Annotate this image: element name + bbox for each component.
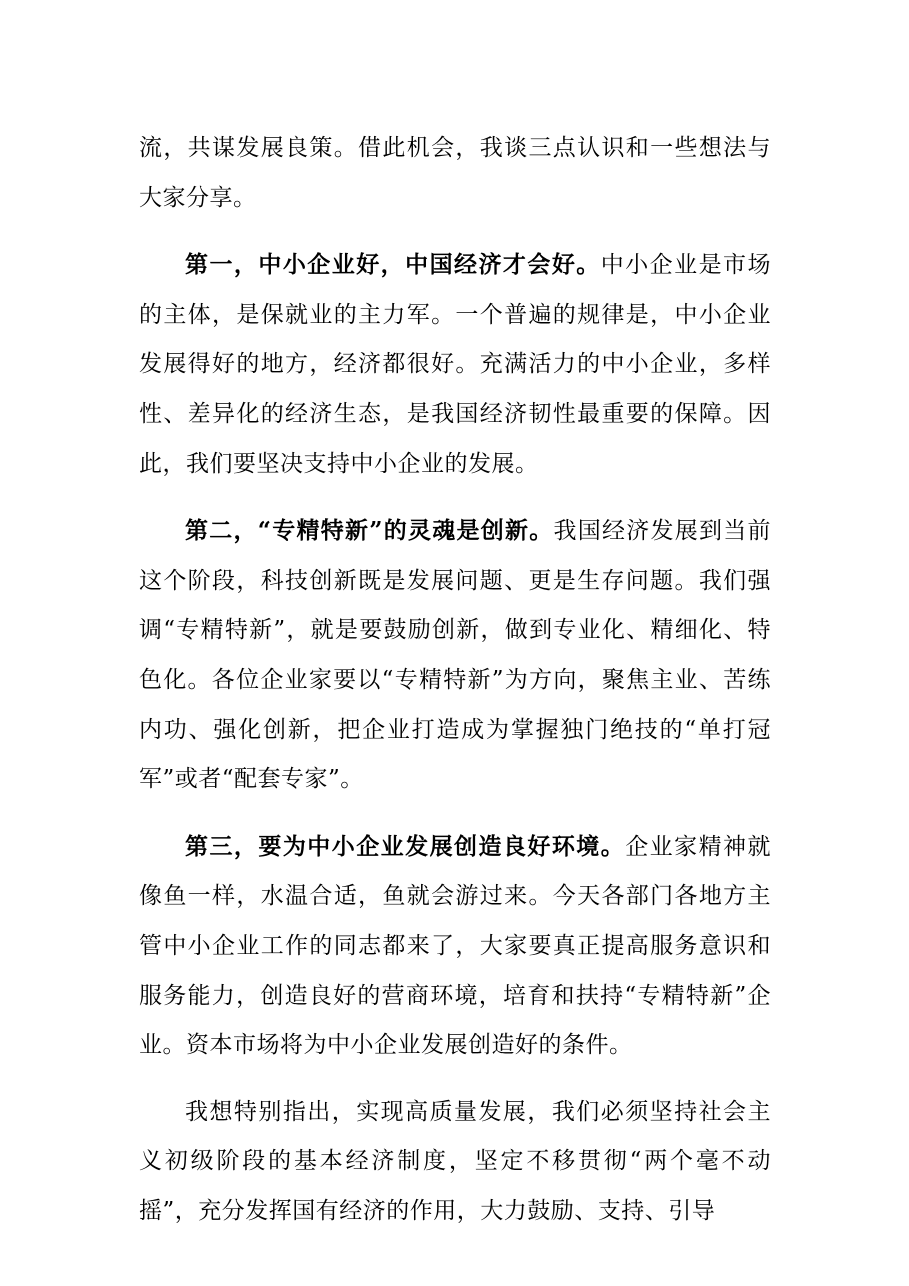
- paragraph-text: 我国经济发展到当前这个阶段，科技创新既是发展问题、更是生存问题。我们强调“专精特新”，就是要鼓励创新，做到专业化、精细化、特色化。各位企业家要以“专精特新”为方向，聚焦主业、苦练内功、强化创新，把企业打造成为掌握独门绝技的“单打冠军”或者“配套专家”。: [139, 518, 771, 793]
- paragraph-point-two: [139, 506, 771, 805]
- paragraph-text: 流，共谋发展良策。借此机会，我谈三点认识和一些想法与大家分享。: [139, 135, 771, 211]
- paragraph-closing: [139, 1088, 771, 1237]
- paragraph-heading: 第三，要为中小企业发展创造良好环境。: [185, 832, 626, 860]
- paragraph-text: 我想特别指出，实现高质量发展，我们必须坚持社会主义初级阶段的基本经济制度，坚定不移贯彻“两个毫不动摇”，充分发挥国有经济的作用，大力鼓励、支持、引导: [139, 1098, 771, 1224]
- paragraph-continuation: [139, 124, 771, 223]
- paragraph-point-three: [139, 822, 771, 1071]
- document-page: [139, 124, 771, 1253]
- paragraph-point-one: [139, 240, 771, 489]
- paragraph-heading: 第二，“专精特新”的灵魂是创新。: [185, 517, 554, 545]
- paragraph-heading: 第一，中小企业好，中国经济才会好。: [185, 251, 601, 279]
- paragraph-text: 中小企业是市场的主体，是保就业的主力军。一个普遍的规律是，中小企业发展得好的地方，经济都很好。充满活力的中小企业，多样性、差异化的经济生态，是我国经济韧性最重要的保障。因此，我们要坚决支持中小企业的发展。: [139, 252, 772, 477]
- paragraph-text: 企业家精神就像鱼一样，水温合适，鱼就会游过来。今天各部门各地方主管中小企业工作的同志都来了，大家要真正提高服务意识和服务能力，创造良好的营商环境，培育和扶持“专精特新”企业。资本市场将为中小企业发展创造好的条件。: [139, 833, 772, 1059]
